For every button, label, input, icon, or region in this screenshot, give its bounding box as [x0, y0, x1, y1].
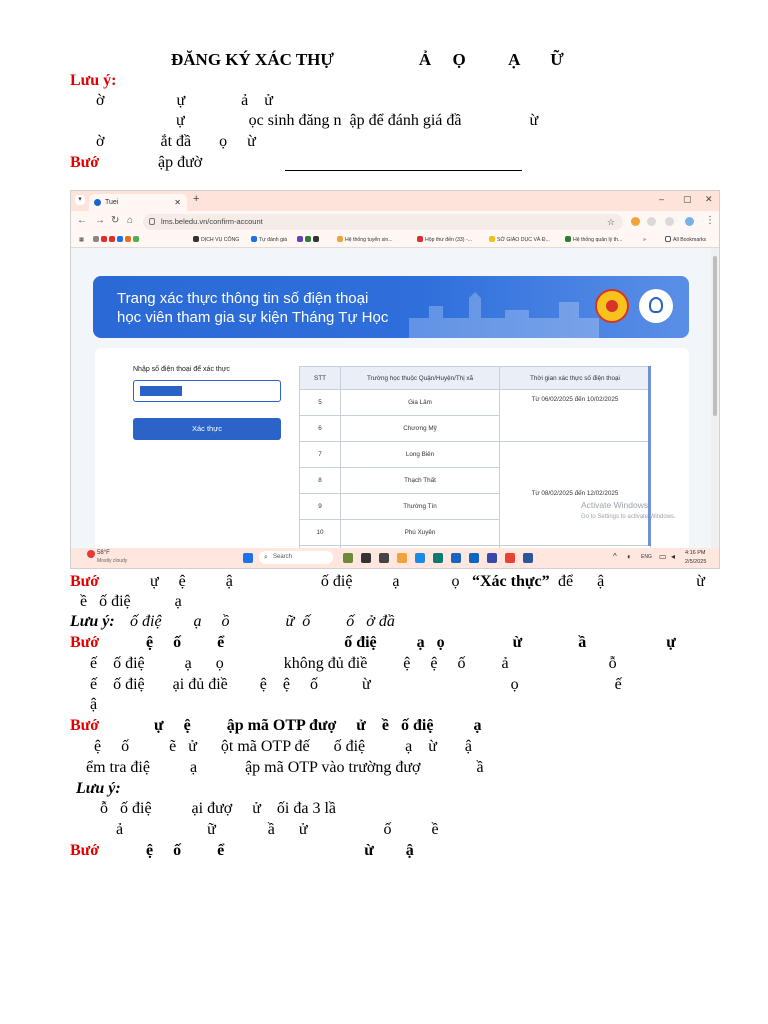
phone-input[interactable]: [133, 380, 281, 402]
weather-icon[interactable]: [87, 550, 95, 558]
search-placeholder: Search: [273, 554, 293, 560]
step-3-line-3: ế ố điệ ại đủ điề ệ ệ ố ừ ọ ế: [90, 676, 622, 693]
browser-tab[interactable]: [89, 194, 187, 211]
close-window-icon[interactable]: ✕: [705, 194, 713, 204]
page-scrollbar[interactable]: [711, 248, 719, 548]
step-2-text-c: ề ố điệ ạ: [80, 593, 182, 610]
table-header-period: Thời gian xác thực số điện thoại: [500, 367, 651, 390]
bookmark-so-giao-duc[interactable]: SỞ GIÁO DỤC VÀ Đ...: [489, 233, 550, 247]
step-3-text: ệ ố ể ố điệ ạ ọ ừ ầ ự: [146, 634, 676, 651]
activate-windows-watermark: Activate Windows Go to Settings to activate Windows.: [581, 500, 676, 520]
search-icon: ⌕: [264, 554, 268, 561]
forward-icon[interactable]: →: [95, 215, 105, 226]
note-3-line-2: ả ữ ầ ử ố ề: [116, 821, 439, 838]
event-logo-icon: [639, 289, 673, 323]
banner-title-line-2: học viên tham gia sự kiện Tháng Tự Học: [117, 309, 389, 326]
note-line-1: ờ ự ả ử: [96, 92, 273, 109]
tab-favicon-icon: [94, 199, 101, 206]
step-5-text: ệ ố ể ừ ậ: [146, 842, 414, 859]
taskbar-app-icon[interactable]: [487, 553, 497, 563]
maximize-icon[interactable]: ▢: [683, 194, 692, 204]
table-header-stt: STT: [300, 367, 341, 390]
extension-icon[interactable]: [631, 217, 640, 226]
taskbar-app-icon[interactable]: [379, 553, 389, 563]
bookmark-quan-ly[interactable]: Hệ thống quản lý th...: [565, 233, 622, 247]
step-3-line-4: ậ: [90, 696, 98, 713]
step-4-line-3: ểm tra điệ ạ ập mã OTP vào trường đượ ầ: [86, 759, 484, 776]
phone-input-label: Nhập số điện thoại để xác thực: [133, 366, 230, 373]
apps-grid-icon[interactable]: ▦: [79, 237, 84, 243]
table-row: 7 Long Biên Từ 08/02/2025 đến 12/02/2025: [300, 442, 651, 468]
step-2-button-quote: “Xác thực”: [472, 573, 550, 590]
step-1-label: Bướ: [70, 154, 100, 171]
clock-time[interactable]: 4:16 PM: [685, 550, 706, 556]
taskbar-app-icon[interactable]: [361, 553, 371, 563]
web-page: [71, 248, 711, 548]
bookmark-hop-thu[interactable]: Hộp thư đến (33) -...: [417, 233, 472, 247]
chrome-taskbar-icon[interactable]: [505, 553, 515, 563]
department-logo-icon: [595, 289, 629, 323]
profile-avatar-icon[interactable]: [685, 217, 694, 226]
taskbar-search[interactable]: [259, 551, 333, 564]
taskbar-app-icon[interactable]: [415, 553, 425, 563]
bookmark-dich-vu-cong[interactable]: DỊCH VỤ CÔNG: [193, 233, 239, 247]
word-taskbar-icon[interactable]: [523, 553, 533, 563]
tab-title: Tuei: [105, 199, 119, 206]
bookmark-tuyen-sinh[interactable]: Hệ thống tuyển sin...: [337, 233, 393, 247]
tab-bar: [71, 191, 719, 211]
step-3-label: Bướ: [70, 634, 100, 651]
extensions-puzzle-icon[interactable]: [665, 217, 674, 226]
step-5-label: Bướ: [70, 842, 100, 859]
hero-banner: [93, 276, 689, 338]
step-3-line-2: ế ố điệ ạ ọ không đủ điề ệ ệ ố ả ỗ: [90, 655, 617, 672]
taskbar-app-icon[interactable]: [433, 553, 443, 563]
step-4-line-2: ệ ố ẽ ử ột mã OTP đế ố điệ ạ ừ ậ: [94, 738, 473, 755]
reload-icon[interactable]: ↻: [111, 215, 120, 226]
bookmark-tu-danh-gia[interactable]: Tự đánh giá: [251, 233, 287, 247]
home-icon[interactable]: ⌂: [127, 215, 134, 226]
note-2-text: ố điệ ạ ồ ữ ố ố ở đầ: [130, 613, 395, 630]
taskbar-app-icon[interactable]: [343, 553, 353, 563]
skyline-graphic: [409, 288, 599, 338]
step-2-text-b: để ậ ừ: [558, 573, 705, 590]
bookmarks-overflow-icon[interactable]: »: [643, 237, 646, 243]
windows-start-icon[interactable]: [243, 553, 253, 563]
verification-card: [95, 348, 689, 558]
weather-temp: 58°F: [97, 550, 110, 556]
tab-close-icon[interactable]: ✕: [174, 198, 181, 207]
period-cell: Từ 08/02/2025 đến 12/02/2025: [500, 442, 651, 546]
language-indicator[interactable]: ENG: [641, 554, 652, 560]
note-3-line-1: ỗ ố điệ ại đượ ử ối đa 3 lầ: [100, 800, 336, 817]
period-cell: Từ 06/02/2025 đến 10/02/2025: [500, 390, 651, 442]
table-row: 8 Thạch Thất: [300, 468, 651, 494]
step-2-text-a: ự ệ ậ ố điệ ạ ọ: [150, 573, 460, 590]
all-bookmarks[interactable]: All Bookmarks: [665, 233, 706, 247]
table-row: 9 Thường Tín: [300, 494, 651, 520]
scrollbar-thumb[interactable]: [713, 256, 717, 416]
note-2-label: Lưu ý:: [70, 613, 115, 630]
taskbar-app-icon[interactable]: [397, 553, 407, 563]
table-row: 5 Gia Lâm Từ 06/02/2025 đến 10/02/2025: [300, 390, 651, 416]
clock-date[interactable]: 2/5/2025: [685, 559, 707, 565]
weather-desc: Mostly cloudy: [97, 558, 128, 564]
tray-chevron-icon[interactable]: ^: [613, 552, 617, 561]
url-text: lms.beledu.vn/confirm-account: [161, 217, 263, 226]
table-row: 10 Phú Xuyên: [300, 520, 651, 546]
new-tab-icon[interactable]: +: [193, 193, 200, 205]
url-blank-line: [285, 170, 522, 171]
banner-title-line-1: Trang xác thực thông tin số điện thoại: [117, 290, 369, 307]
bookmark-icons: [93, 233, 141, 247]
note-3-label: Lưu ý:: [76, 780, 121, 797]
minimize-icon[interactable]: –: [659, 194, 665, 204]
bookmark-misc-icons: [297, 233, 321, 247]
bookmark-star-icon[interactable]: ☆: [606, 217, 615, 227]
document-title: ĐĂNG KÝ XÁC THỰ Ả Ọ Ạ Ữ: [171, 50, 564, 69]
taskbar-app-icon[interactable]: [469, 553, 479, 563]
tab-search-icon[interactable]: ▾: [75, 195, 85, 205]
note-line-2: ự ọc sinh đăng n ập để đánh giá đầ ừ: [176, 112, 539, 129]
phone-input-value: 0000000000: [140, 386, 182, 396]
note-heading: Lưu ý:: [70, 72, 117, 89]
network-icon[interactable]: ▭: [659, 552, 667, 561]
url-bar[interactable]: [143, 214, 623, 230]
step-4-text: ự ệ ập mã OTP đượ ử ề ố điệ ạ: [154, 717, 482, 734]
bookmarks-bar: [71, 233, 719, 248]
table-header-district: Trường học thuộc Quận/Huyện/Thị xã: [341, 367, 500, 390]
step-4-label: Bướ: [70, 717, 100, 734]
table-row: 6 Chương Mỹ: [300, 416, 651, 442]
note-line-3: ờ ắt đầ ọ ừ: [96, 133, 256, 150]
address-row: [71, 211, 719, 233]
step-1-text: ập đườ: [158, 154, 203, 171]
verify-button[interactable]: Xác thực: [133, 418, 281, 440]
taskbar-app-icon[interactable]: [451, 553, 461, 563]
site-info-icon[interactable]: [149, 218, 155, 225]
extension-icon[interactable]: [647, 217, 656, 226]
step-2-label: Bướ: [70, 573, 100, 590]
schedule-table: [299, 366, 651, 569]
browser-screenshot: [70, 190, 720, 569]
windows-taskbar: [71, 548, 719, 568]
browser-menu-icon[interactable]: ⋮: [705, 215, 715, 226]
back-icon[interactable]: ←: [77, 215, 87, 226]
volume-icon[interactable]: ◂: [671, 552, 676, 561]
tray-app-icon[interactable]: ◐: [627, 552, 632, 561]
